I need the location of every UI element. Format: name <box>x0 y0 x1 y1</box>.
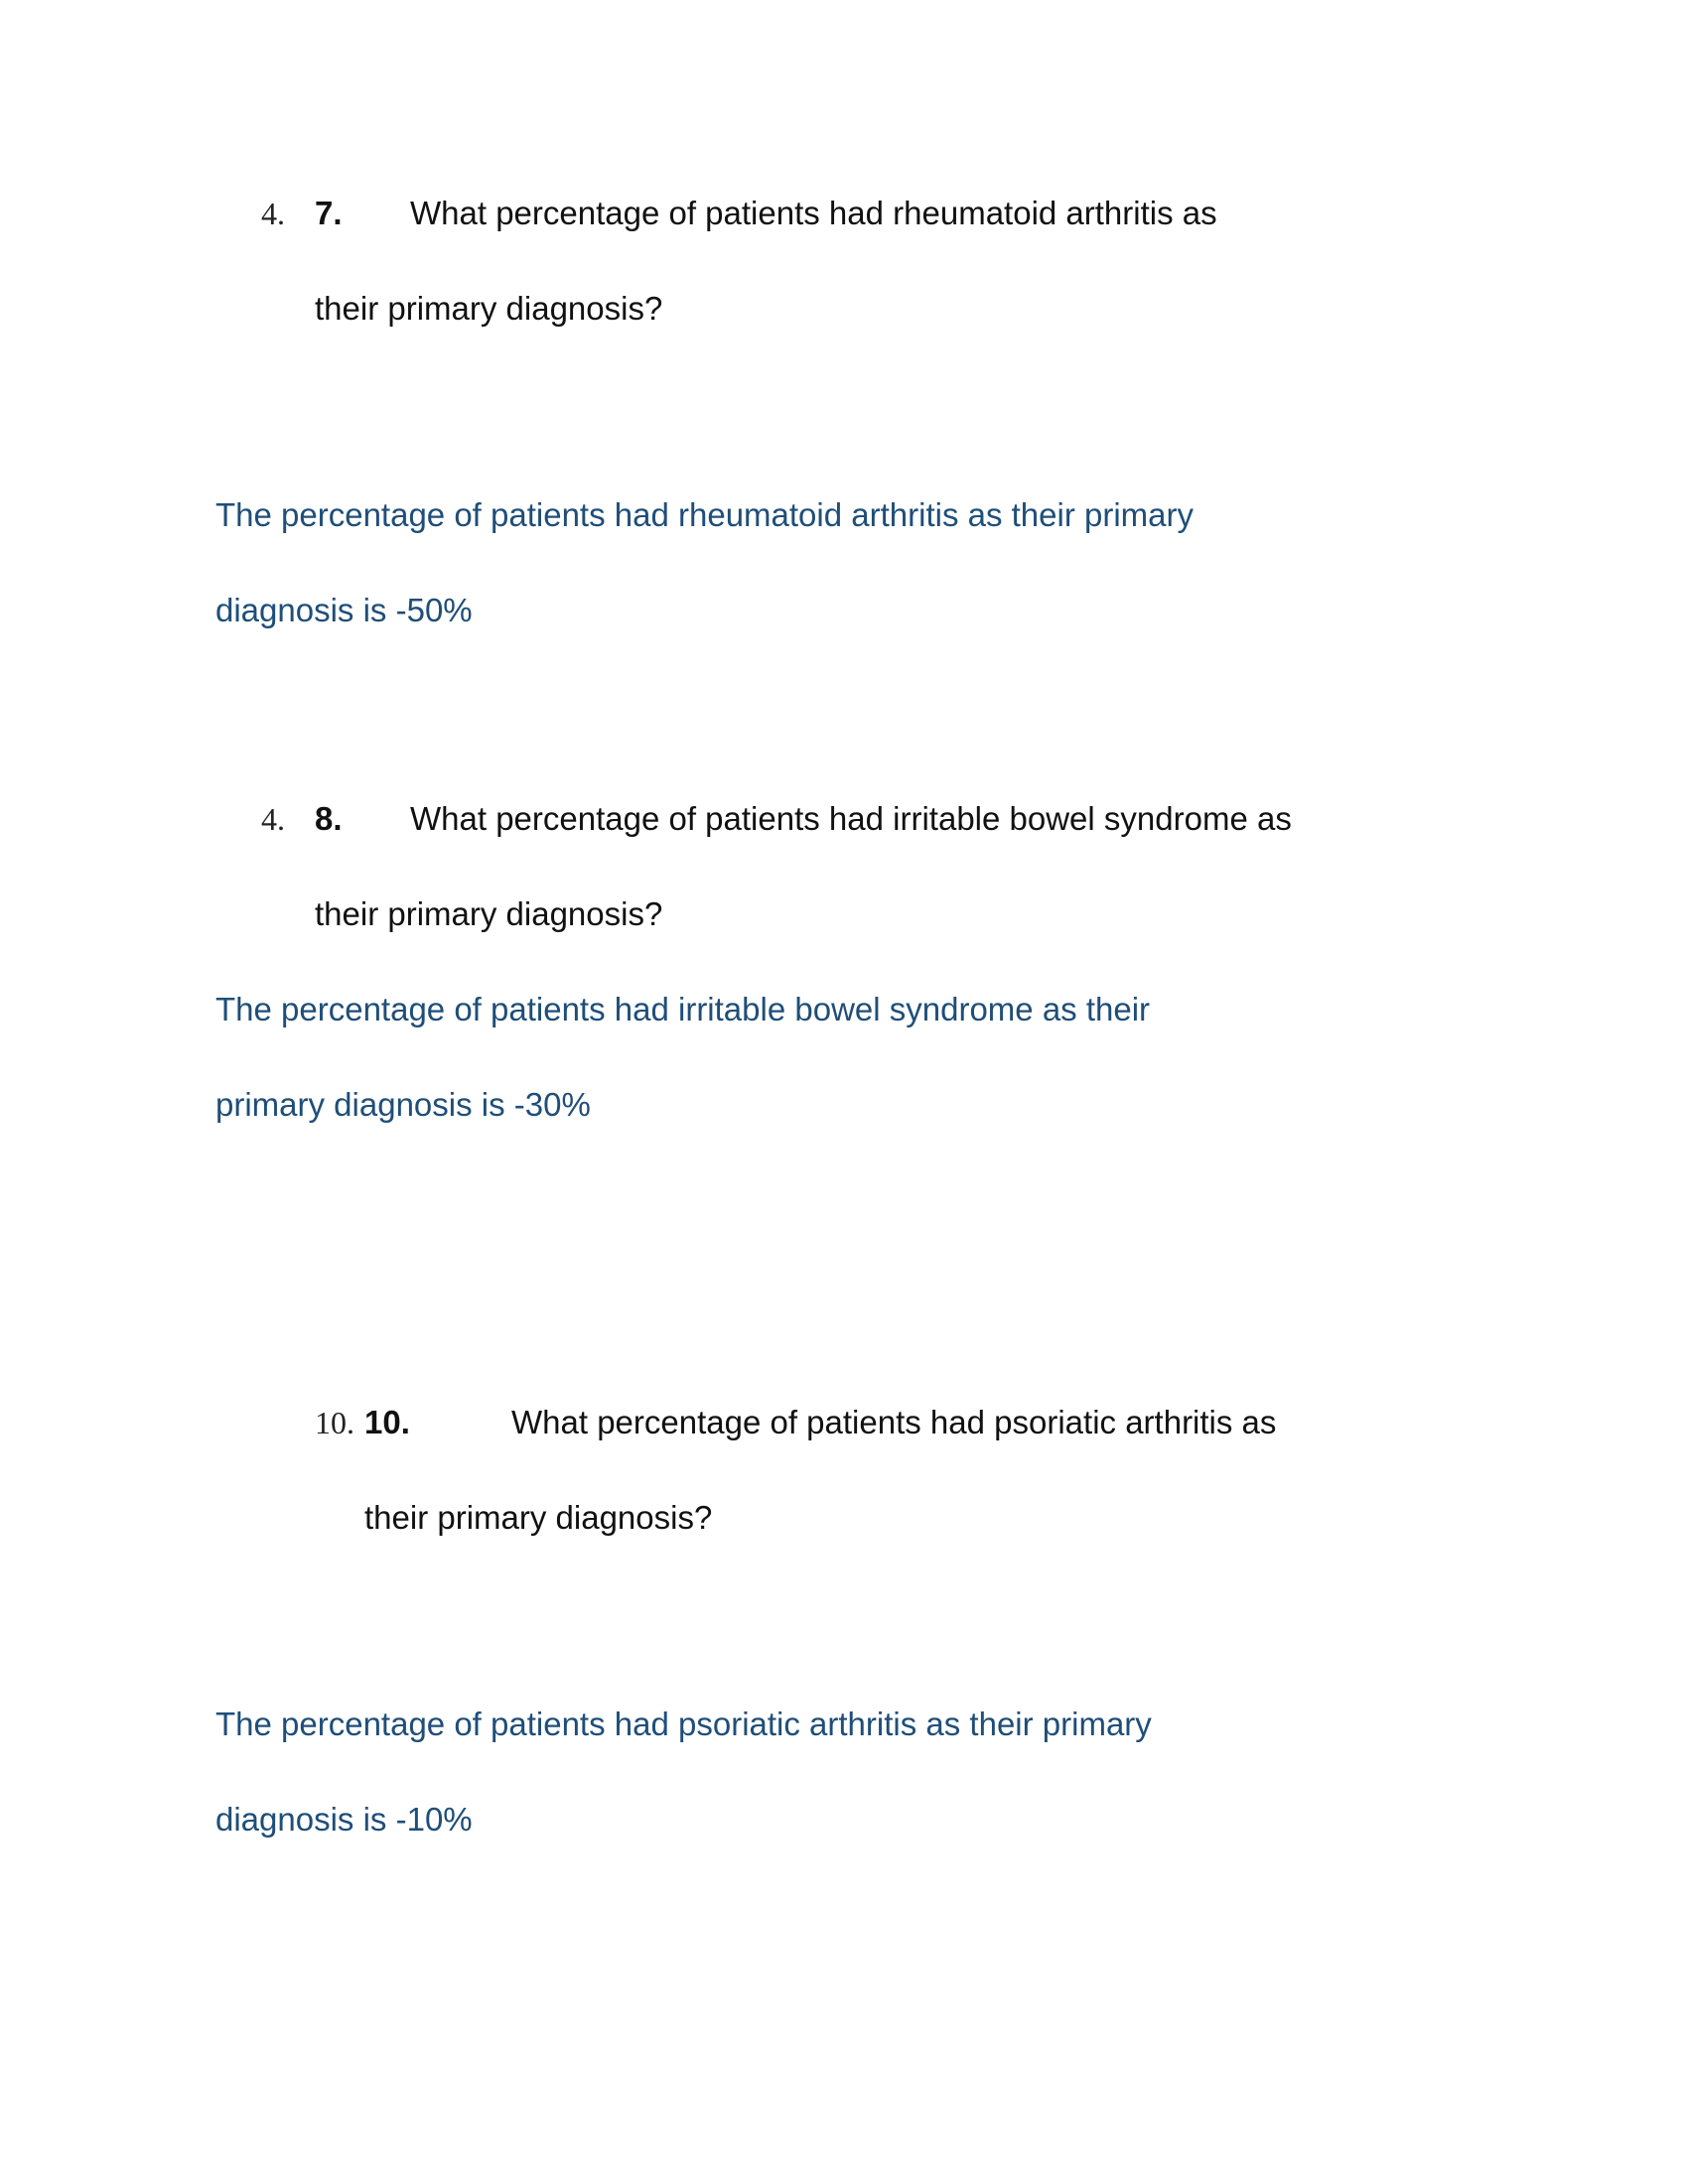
question-number: 7. <box>315 195 343 231</box>
question-text-line-2: their primary diagnosis? <box>315 290 663 327</box>
question-number: 10. <box>364 1404 410 1440</box>
question-text-line-1: What percentage of patients had rheumatoid arthritis as <box>410 195 1217 231</box>
answer-text-line-2: diagnosis is -50% <box>215 592 473 628</box>
answer-text-line-1: The percentage of patients had rheumatoid arthritis as their primary <box>215 496 1195 533</box>
question-text-line-1: What percentage of patients had psoriatic arthritis as <box>511 1404 1277 1440</box>
answer-text-line-2: diagnosis is -10% <box>215 1801 473 1838</box>
question-text-line-2: their primary diagnosis? <box>315 895 663 932</box>
question-number: 8. <box>315 800 343 837</box>
answer-text-line-1: The percentage of patients had irritable bowel syndrome as their <box>215 991 1151 1027</box>
answer-text-line-2: primary diagnosis is -30% <box>215 1086 591 1123</box>
question-text-line-2: their primary diagnosis? <box>364 1499 713 1536</box>
list-marker: 4. <box>261 801 285 837</box>
question-text-line-1: What percentage of patients had irritable bowel syndrome as <box>410 800 1292 837</box>
list-marker: 10. <box>315 1405 354 1440</box>
list-marker: 4. <box>261 196 285 231</box>
answer-text-line-1: The percentage of patients had psoriatic arthritis as their primary <box>215 1706 1152 1742</box>
